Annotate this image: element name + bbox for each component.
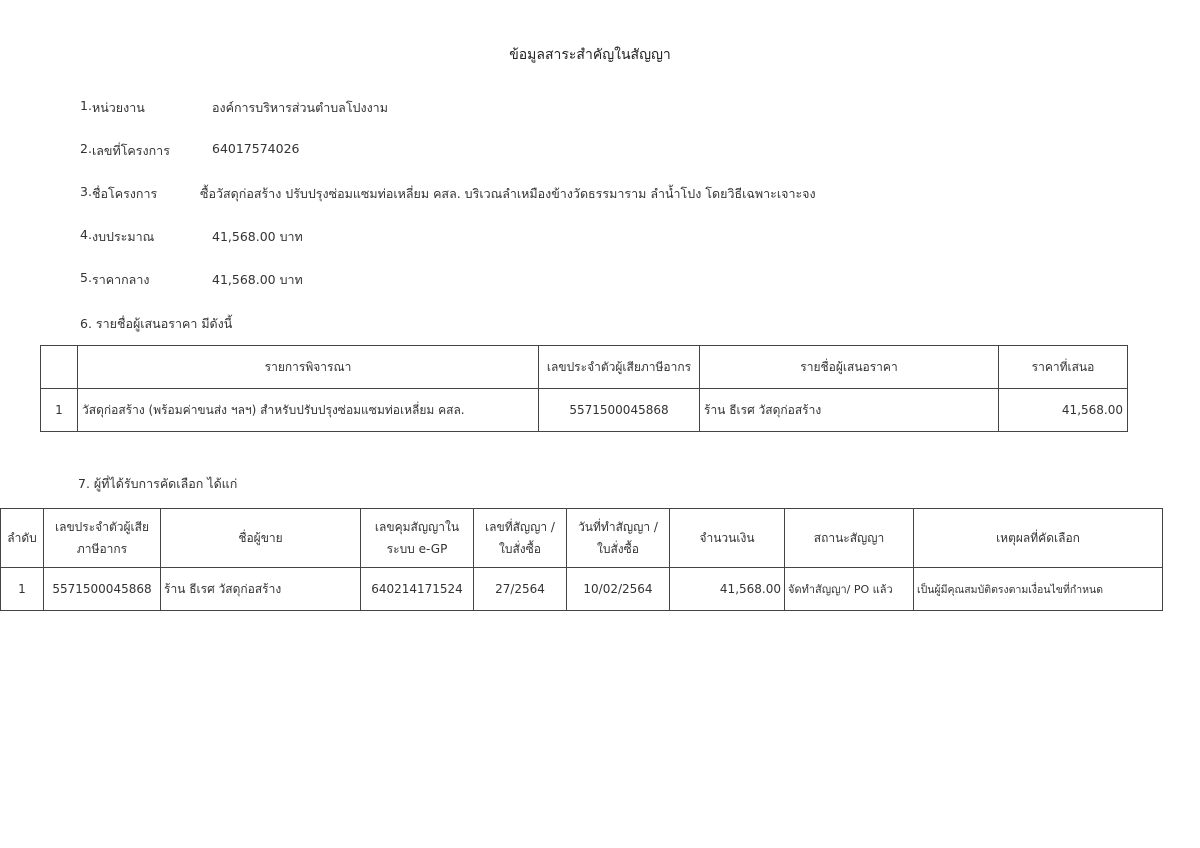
- table-header: รายการพิจารณา: [78, 346, 539, 389]
- field-label: งบประมาณ: [92, 229, 155, 244]
- table-cell: 1: [1, 568, 44, 611]
- document-title: ข้อมูลสาระสำคัญในสัญญา: [509, 47, 671, 63]
- field-label: เลขที่โครงการ: [92, 143, 170, 158]
- field-label: ราคากลาง: [92, 272, 150, 287]
- table-row: [41, 389, 1128, 432]
- table-cell: 41,568.00: [999, 389, 1128, 432]
- table-header: ราคาที่เสนอ: [999, 346, 1128, 389]
- table-header: รายชื่อผู้เสนอราคา: [700, 346, 999, 389]
- table-header: สถานะสัญญา: [785, 509, 914, 568]
- table-header: เหตุผลที่คัดเลือก: [914, 509, 1163, 568]
- table-cell: 41,568.00: [670, 568, 785, 611]
- field-value: 41,568.00 บาท: [212, 272, 303, 287]
- section6-heading: 6. รายชื่อผู้เสนอราคา มีดังนี้: [80, 316, 233, 331]
- table-header: เลขประจำตัวผู้เสียภาษีอากร: [539, 346, 700, 389]
- table-cell: ร้าน ธีเรศ วัสดุก่อสร้าง: [161, 568, 361, 611]
- table-header: จำนวนเงิน: [670, 509, 785, 568]
- table-cell: เป็นผู้มีคุณสมบัติตรงตามเงื่อนไขที่กำหนด: [914, 568, 1163, 611]
- table-header: ชื่อผู้ขาย: [161, 509, 361, 568]
- table-cell: ร้าน ธีเรศ วัสดุก่อสร้าง: [700, 389, 999, 432]
- field-value: 64017574026: [212, 141, 300, 156]
- field-value: ซื้อวัสดุก่อสร้าง ปรับปรุงซ่อมแซมท่อเหลี่ยม คสล. บริเวณลำเหมืองข้างวัดธรรมาราม ลำน้ำโปง โดยวิธีเฉพาะเจาะจง: [200, 186, 816, 201]
- bidders-table: [40, 345, 1128, 432]
- table-header-row: [1, 509, 1163, 568]
- field-number: 1.: [80, 98, 92, 113]
- field-number: 4.: [80, 227, 92, 242]
- field-number: 3.: [80, 184, 92, 199]
- field-label: ชื่อโครงการ: [92, 186, 158, 201]
- table-cell: 5571500045868: [44, 568, 161, 611]
- table-cell: วัสดุก่อสร้าง (พร้อมค่าขนส่ง ฯลฯ) สำหรับปรับปรุงซ่อมแซมท่อเหลี่ยม คสล.: [78, 389, 539, 432]
- table-cell: 1: [41, 389, 78, 432]
- table-header: วันที่ทำสัญญา / ใบสั่งซื้อ: [567, 509, 670, 568]
- field-value: องค์การบริหารส่วนตำบลโปงงาม: [212, 100, 388, 115]
- section7-heading: 7. ผู้ที่ได้รับการคัดเลือก ได้แก่: [78, 476, 238, 491]
- field-value: 41,568.00 บาท: [212, 229, 303, 244]
- table-header: เลขที่สัญญา / ใบสั่งซื้อ: [474, 509, 567, 568]
- field-number: 5.: [80, 270, 92, 285]
- field-number: 2.: [80, 141, 92, 156]
- table-cell: จัดทำสัญญา/ PO แล้ว: [785, 568, 914, 611]
- table-cell: 640214171524: [361, 568, 474, 611]
- table-header: ลำดับ: [1, 509, 44, 568]
- table-header: เลขคุมสัญญาในระบบ e-GP: [361, 509, 474, 568]
- table-cell: 5571500045868: [539, 389, 700, 432]
- table-cell: 10/02/2564: [567, 568, 670, 611]
- table-header: เลขประจำตัวผู้เสียภาษีอากร: [44, 509, 161, 568]
- selected-vendor-table: [0, 508, 1163, 611]
- table-row: [1, 568, 1163, 611]
- field-label: หน่วยงาน: [92, 100, 145, 115]
- table-cell: 27/2564: [474, 568, 567, 611]
- table-header-row: [41, 346, 1128, 389]
- table-header: [41, 346, 78, 389]
